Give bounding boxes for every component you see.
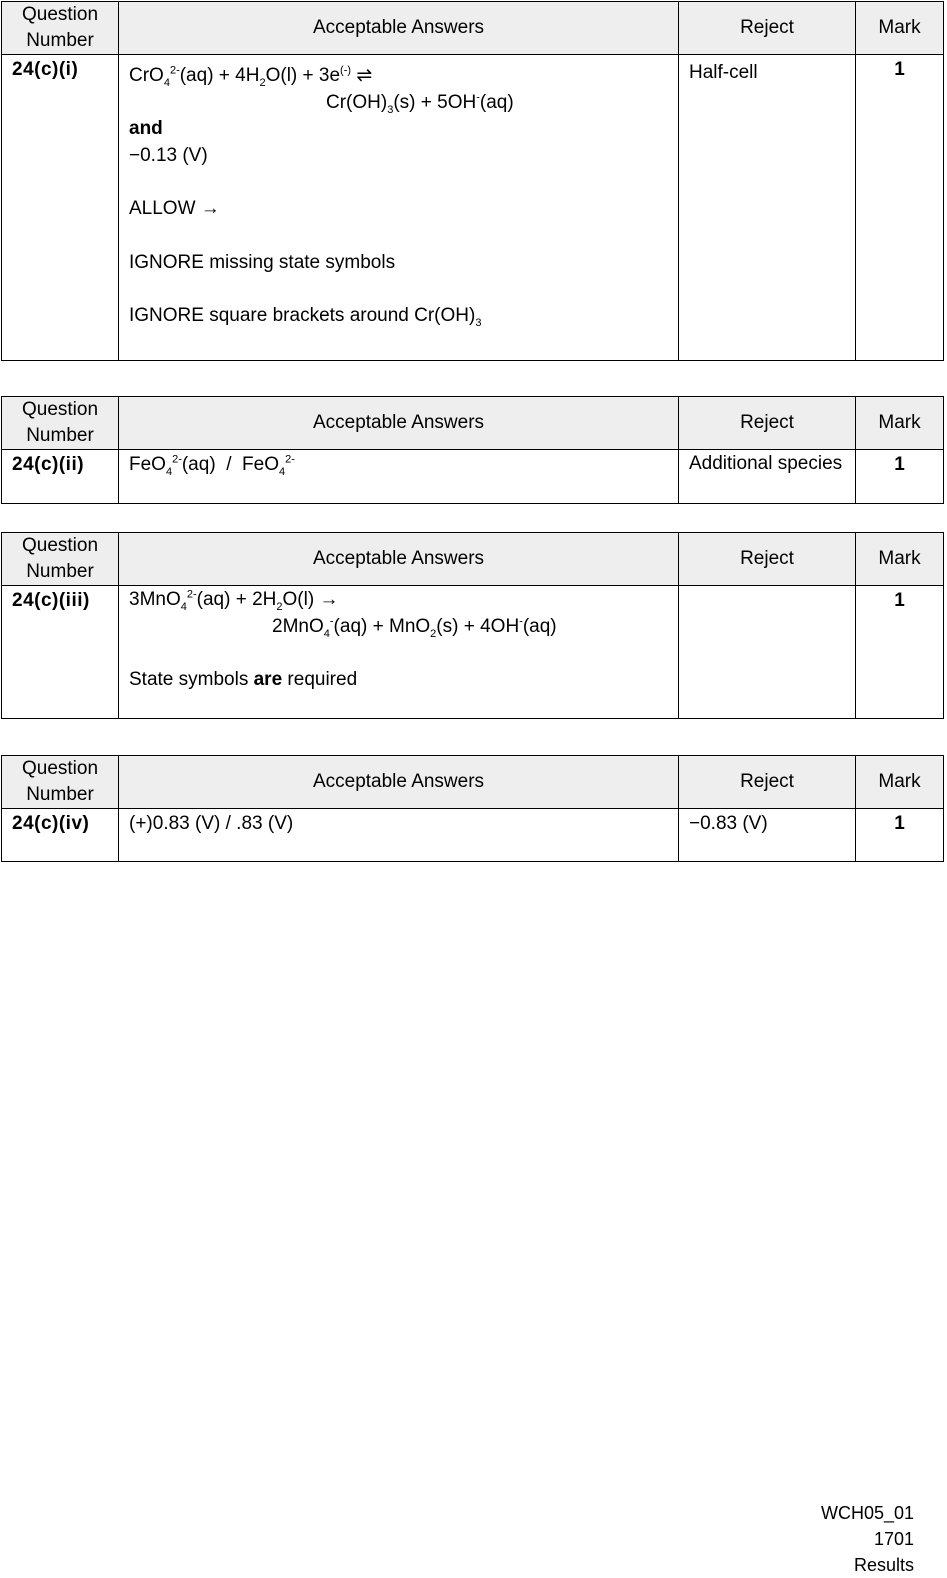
mark-value: 1: [856, 809, 944, 862]
footer-label: Results: [853, 1555, 914, 1575]
reject-header: Reject: [679, 2, 856, 55]
mark-header: Mark: [856, 756, 944, 809]
question-number-header: Question Number: [2, 756, 119, 809]
mark-scheme-table-24ci: [1, 1, 944, 361]
acceptable-answer: [119, 55, 679, 361]
state-symbols-note: State symbols are required: [129, 669, 358, 690]
question-number: 24(c)(ii): [2, 450, 119, 504]
reject-answer: [679, 586, 856, 719]
equation-line-2: $Cr(OH)_3(s) + 5OH^-(aq)$: [326, 91, 514, 116]
mark-scheme-table-24cii: [1, 396, 944, 504]
and-keyword: and: [129, 118, 163, 139]
mark-value: 1: [856, 586, 944, 719]
acceptable-answers-header: Acceptable Answers: [119, 397, 679, 450]
reject-answer: Additional species: [679, 450, 856, 504]
mark-value: 1: [856, 450, 944, 504]
mark-value: 1: [856, 55, 944, 361]
reject-header: Reject: [679, 533, 856, 586]
mark-header: Mark: [856, 397, 944, 450]
reject-answer: −0.83 (V): [679, 809, 856, 862]
question-number: 24(c)(i): [2, 55, 119, 361]
acceptable-answer: [119, 586, 679, 719]
mark-scheme-table-24civ: [1, 755, 944, 862]
reject-answer: Half-cell: [679, 55, 856, 361]
allow-note: ALLOW →: [129, 198, 220, 219]
equation-line-2: 2MnO$_4$-(aq) + MnO$_2$(s) + 4OH-(aq): [272, 615, 557, 640]
reject-header: Reject: [679, 756, 856, 809]
acceptable-answer: FeO$_4^{2-}$(aq) / FeO$_4^{2-}$: [119, 450, 679, 504]
equation-line-1: $3MnO_4^{2-}(aq) + 2H_2O(l)$ →: [129, 588, 339, 613]
question-number-header: Question Number: [2, 397, 119, 450]
acceptable-answer: (+)0.83 (V) / .83 (V): [119, 809, 679, 862]
footer-paper-code: WCH05_01: [820, 1503, 914, 1523]
mark-scheme-table-24ciii: [1, 532, 944, 719]
question-number-header: Question Number: [2, 533, 119, 586]
ignore-note-state-symbols: IGNORE missing state symbols: [129, 251, 396, 273]
acceptable-answers-header: Acceptable Answers: [119, 756, 679, 809]
footer-session: 1701: [873, 1529, 914, 1549]
ignore-note-brackets: IGNORE square brackets around $Cr(OH)_3$: [129, 305, 482, 329]
equation-line-1: $CrO_4^{2-}(aq) + 4H_2O(l) + 3e^{(-)}$ ⇌: [129, 64, 373, 89]
acceptable-answers-header: Acceptable Answers: [119, 2, 679, 55]
question-number-header: Question Number: [2, 2, 119, 55]
question-number: 24(c)(iii): [2, 586, 119, 719]
page-footer: [821, 1500, 914, 1578]
mark-header: Mark: [856, 2, 944, 55]
electrode-potential: −0.13 (V): [129, 144, 208, 166]
mark-header: Mark: [856, 533, 944, 586]
acceptable-answers-header: Acceptable Answers: [119, 533, 679, 586]
question-number: 24(c)(iv): [2, 809, 119, 862]
reject-header: Reject: [679, 397, 856, 450]
